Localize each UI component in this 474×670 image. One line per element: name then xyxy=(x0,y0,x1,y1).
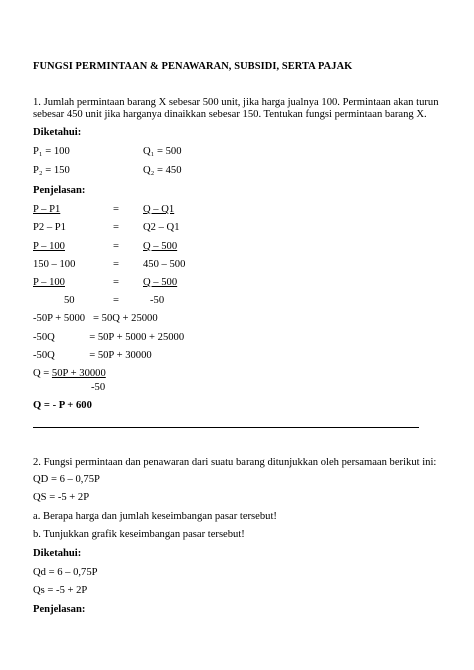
q1-diketahui-heading: Diketahui: xyxy=(33,127,82,138)
step-1-left: P – P1 xyxy=(33,204,61,215)
q1-known-q1: Q₁ = 500 xyxy=(143,146,182,157)
step-5-right: Q – 500 xyxy=(143,277,178,288)
step-3-left: P – 100 xyxy=(33,241,65,252)
q1-fraction xyxy=(33,367,106,380)
q1-line-3: -50Q = 50P + 30000 xyxy=(33,350,152,361)
step-6-left: 50 xyxy=(64,295,75,306)
q2-question-a: a. Berapa harga dan jumlah keseimbangan pasar tersebut! xyxy=(33,511,277,522)
q1-text-line-1: 1. Jumlah permintaan barang X sebesar 500 unit, jika harga jualnya 100. Permintaan akan turun xyxy=(33,97,439,108)
step-3-eq: = xyxy=(113,241,119,252)
step-5-left: P – 100 xyxy=(33,277,65,288)
q1-text-line-2: sebesar 450 unit jika harganya dinaikkan sebesar 150. Tentukan fungsi permintaan barang X. xyxy=(33,109,427,120)
fraction-denominator: -50 xyxy=(91,382,106,393)
q1-answer: Q = - P + 600 xyxy=(33,400,92,411)
section-divider xyxy=(33,427,419,428)
step-4-eq: = xyxy=(113,259,119,270)
step-2-eq: = xyxy=(113,222,119,233)
step-1-eq: = xyxy=(113,204,119,215)
step-6-right: -50 xyxy=(150,295,165,306)
q2-question-b: b. Tunjukkan grafik keseimbangan pasar tersebut! xyxy=(33,529,245,540)
step-6-eq: = xyxy=(113,295,119,306)
q2-qs: QS = -5 + 2P xyxy=(33,492,90,503)
step-2-left: P2 – P1 xyxy=(33,222,66,233)
step-1-right: Q – Q1 xyxy=(143,204,175,215)
q2-qd: QD = 6 – 0,75P xyxy=(33,474,100,485)
q1-line-1: -50P + 5000 = 50Q + 25000 xyxy=(33,313,158,324)
q2-penjelasan-heading: Penjelasan: xyxy=(33,604,86,615)
q2-qd-known: Qd = 6 – 0,75P xyxy=(33,567,98,578)
q1-known-p1: P₁ = 100 xyxy=(33,146,70,157)
fraction-prefix: Q = xyxy=(33,368,52,379)
q1-known-q2: Q₂ = 450 xyxy=(143,165,182,176)
step-2-right: Q2 – Q1 xyxy=(143,222,180,233)
step-5-eq: = xyxy=(113,277,119,288)
page-title: FUNGSI PERMINTAAN & PENAWARAN, SUBSIDI, SERTA PAJAK xyxy=(33,61,353,72)
q1-line-2: -50Q = 50P + 5000 + 25000 xyxy=(33,332,185,343)
q1-known-p2: P₂ = 150 xyxy=(33,165,70,176)
fraction-numerator: 50P + 30000 xyxy=(51,368,106,379)
step-4-left: 150 – 100 xyxy=(33,259,76,270)
q2-text: 2. Fungsi permintaan dan penawaran dari suatu barang ditunjukkan oleh persamaan berikut ini: xyxy=(33,457,437,468)
q1-penjelasan-heading: Penjelasan: xyxy=(33,185,86,196)
q2-diketahui-heading: Diketahui: xyxy=(33,548,82,559)
step-3-right: Q – 500 xyxy=(143,241,178,252)
q2-qs-known: Qs = -5 + 2P xyxy=(33,585,88,596)
step-4-right: 450 – 500 xyxy=(143,259,186,270)
